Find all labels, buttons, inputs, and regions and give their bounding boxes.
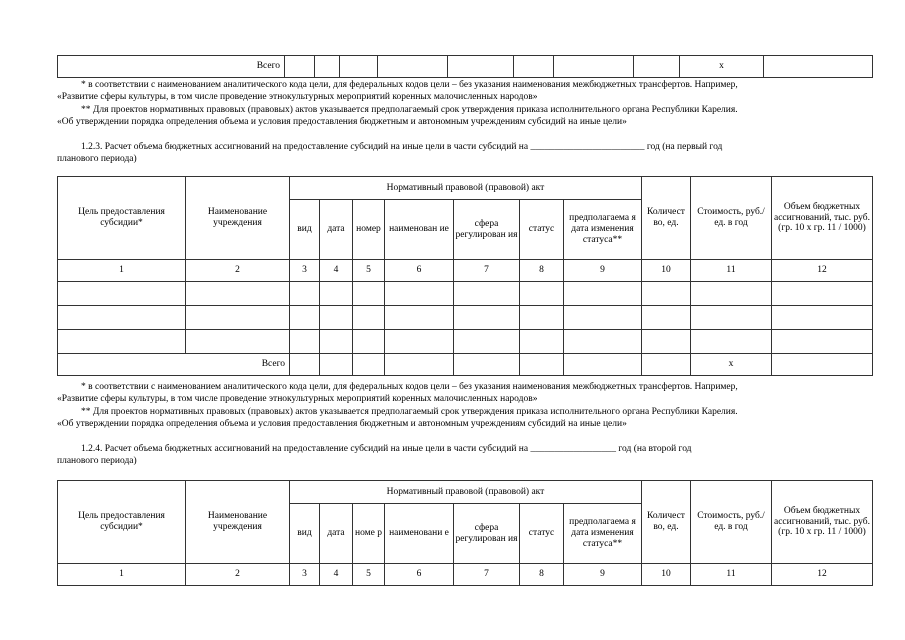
- header-kind: вид: [290, 504, 320, 564]
- footnote-1-line2: «Развитие сферы культуры, в том числе проведение этнокультурных мероприятий коренных малочисленных народов»: [57, 92, 538, 103]
- header-kind: вид: [290, 200, 320, 260]
- col-number: 12: [772, 260, 873, 282]
- header-scope: сфера регулирован ия: [454, 504, 520, 564]
- header-qty: Количест во, ед.: [642, 481, 691, 564]
- table-123: [57, 176, 873, 376]
- cell[interactable]: [285, 56, 315, 78]
- cell[interactable]: [290, 330, 320, 354]
- cell[interactable]: [448, 56, 514, 78]
- cell[interactable]: [353, 330, 385, 354]
- header-date: дата: [320, 504, 353, 564]
- total-label: Всего: [58, 56, 285, 78]
- section-123-line1: 1.2.3. Расчет объема бюджетных ассигнований на предоставление субсидий на иные цели в части субсидий на ________________________ год (на первый год: [81, 142, 723, 152]
- cell[interactable]: [520, 354, 564, 376]
- col-number: 2: [186, 564, 290, 586]
- cell[interactable]: [772, 354, 873, 376]
- footnote-1-line1: * в соответствии с наименованием аналитического кода цели, для федеральных кодов цели – без указания наименования межбюджетных трансфертов. Например,: [81, 382, 738, 392]
- cell[interactable]: [290, 282, 320, 306]
- top-total-table: [57, 55, 873, 78]
- cell[interactable]: [353, 306, 385, 330]
- col-number: 3: [290, 564, 320, 586]
- cell[interactable]: [454, 282, 520, 306]
- section-123-line2: планового периода): [57, 154, 137, 164]
- cell[interactable]: [290, 354, 320, 376]
- header-institution: Наименование учреждения: [186, 177, 290, 260]
- col-number: 10: [642, 260, 691, 282]
- cell[interactable]: [564, 330, 642, 354]
- header-goal: Цель предоставления субсидии*: [58, 177, 186, 260]
- cell[interactable]: [454, 354, 520, 376]
- header-name: наименован ие: [385, 200, 454, 260]
- col-number: 7: [454, 260, 520, 282]
- total-row: [58, 354, 873, 376]
- header-cost: Стоимость, руб./ед. в год: [691, 481, 772, 564]
- col-number: 6: [385, 564, 454, 586]
- cell[interactable]: [772, 330, 873, 354]
- col-number: 1: [58, 260, 186, 282]
- section-123-heading: [57, 141, 872, 165]
- cell[interactable]: [58, 282, 186, 306]
- col-number: 11: [691, 260, 772, 282]
- cell[interactable]: [772, 306, 873, 330]
- footnote-1-line2: «Развитие сферы культуры, в том числе проведение этнокультурных мероприятий коренных малочисленных народов»: [57, 394, 538, 405]
- col-number: 8: [520, 564, 564, 586]
- cell[interactable]: [642, 282, 691, 306]
- col-number: 5: [353, 260, 385, 282]
- cell[interactable]: [691, 330, 772, 354]
- cell[interactable]: [186, 330, 290, 354]
- col-number: 11: [691, 564, 772, 586]
- x-mark: x: [680, 56, 764, 78]
- section-124-line2: планового периода): [57, 456, 137, 466]
- header-cost: Стоимость, руб./ед. в год: [691, 177, 772, 260]
- table-row: [58, 282, 873, 306]
- cell[interactable]: [58, 330, 186, 354]
- cell[interactable]: [385, 330, 454, 354]
- cell[interactable]: [564, 354, 642, 376]
- header-volume: Объем бюджетных ассигнований, тыс. руб. (гр. 10 x гр. 11 / 1000): [772, 177, 873, 260]
- header-status: статус: [520, 200, 564, 260]
- header-goal: Цель предоставления субсидии*: [58, 481, 186, 564]
- cell[interactable]: [634, 56, 680, 78]
- header-qty: Количест во, ед.: [642, 177, 691, 260]
- cell[interactable]: [520, 282, 564, 306]
- header-institution: Наименование учреждения: [186, 481, 290, 564]
- cell[interactable]: [642, 354, 691, 376]
- header-planned-date: предполагаема я дата изменения статуса**: [564, 200, 642, 260]
- cell[interactable]: [520, 330, 564, 354]
- footnotes-2: [57, 381, 872, 430]
- footnote-2-line2: «Об утверждении порядка определения объема и условия предоставления бюджетным и автономным учреждениям субсидий на иные цели»: [57, 116, 627, 127]
- col-number: 3: [290, 260, 320, 282]
- cell[interactable]: [564, 306, 642, 330]
- cell[interactable]: [642, 330, 691, 354]
- header-number: номе р: [353, 504, 385, 564]
- cell[interactable]: [514, 56, 554, 78]
- cell[interactable]: [320, 330, 353, 354]
- header-date: дата: [320, 200, 353, 260]
- col-number: 6: [385, 260, 454, 282]
- col-number: 7: [454, 564, 520, 586]
- col-number: 2: [186, 260, 290, 282]
- header-scope: сфера регулирован ия: [454, 200, 520, 260]
- column-number-row: [58, 260, 873, 282]
- cell[interactable]: [186, 306, 290, 330]
- header-act: Нормативный правовой (правовой) акт: [290, 177, 642, 200]
- cell[interactable]: [290, 306, 320, 330]
- cell[interactable]: [385, 282, 454, 306]
- col-number: 4: [320, 564, 353, 586]
- table-row: [58, 306, 873, 330]
- col-number: 10: [642, 564, 691, 586]
- column-number-row: [58, 564, 873, 586]
- cell[interactable]: [378, 56, 448, 78]
- section-124-heading: [57, 443, 872, 467]
- col-number: 9: [564, 260, 642, 282]
- col-number: 8: [520, 260, 564, 282]
- header-volume: Объем бюджетных ассигнований, тыс. руб. (гр. 10 x гр. 11 / 1000): [772, 481, 873, 564]
- table-row: [58, 330, 873, 354]
- cell[interactable]: [315, 56, 340, 78]
- cell[interactable]: [764, 56, 873, 78]
- x-mark: x: [691, 354, 772, 376]
- header-status: статус: [520, 504, 564, 564]
- cell[interactable]: [340, 56, 378, 78]
- cell[interactable]: [454, 330, 520, 354]
- cell[interactable]: [691, 306, 772, 330]
- col-number: 4: [320, 260, 353, 282]
- cell[interactable]: [454, 306, 520, 330]
- footnotes-1: [57, 79, 872, 128]
- cell[interactable]: [772, 282, 873, 306]
- cell[interactable]: [520, 306, 564, 330]
- footnote-2-line1: ** Для проектов нормативных правовых (правовых) актов указывается предполагаемый срок утверждения приказа исполнительного органа Республики Карелия.: [81, 104, 738, 115]
- cell[interactable]: [564, 282, 642, 306]
- cell[interactable]: [691, 282, 772, 306]
- header-planned-date: предполагаема я дата изменения статуса**: [564, 504, 642, 564]
- cell[interactable]: [320, 306, 353, 330]
- total-label: Всего: [58, 354, 290, 376]
- footnote-2-line1: ** Для проектов нормативных правовых (правовых) актов указывается предполагаемый срок утверждения приказа исполнительного органа Республики Карелия.: [81, 406, 738, 417]
- table-124: [57, 480, 873, 586]
- col-number: 12: [772, 564, 873, 586]
- header-act: Нормативный правовой (правовой) акт: [290, 481, 642, 504]
- cell[interactable]: [385, 354, 454, 376]
- cell[interactable]: [385, 306, 454, 330]
- col-number: 9: [564, 564, 642, 586]
- cell[interactable]: [58, 306, 186, 330]
- cell[interactable]: [554, 56, 634, 78]
- cell[interactable]: [353, 282, 385, 306]
- footnote-2-line2: «Об утверждении порядка определения объема и условия предоставления бюджетным и автономным учреждениям субсидий на иные цели»: [57, 418, 627, 429]
- header-number: номер: [353, 200, 385, 260]
- col-number: 5: [353, 564, 385, 586]
- cell[interactable]: [353, 354, 385, 376]
- cell[interactable]: [642, 306, 691, 330]
- cell[interactable]: [320, 354, 353, 376]
- footnote-1-line1: * в соответствии с наименованием аналитического кода цели, для федеральных кодов цели – без указания наименования межбюджетных трансфертов. Например,: [81, 80, 738, 90]
- cell[interactable]: [320, 282, 353, 306]
- section-124-line1: 1.2.4. Расчет объема бюджетных ассигнований на предоставление субсидий на иные цели в части субсидий на __________________ год (на второй год: [81, 444, 692, 454]
- cell[interactable]: [186, 282, 290, 306]
- header-name: наименовани е: [385, 504, 454, 564]
- col-number: 1: [58, 564, 186, 586]
